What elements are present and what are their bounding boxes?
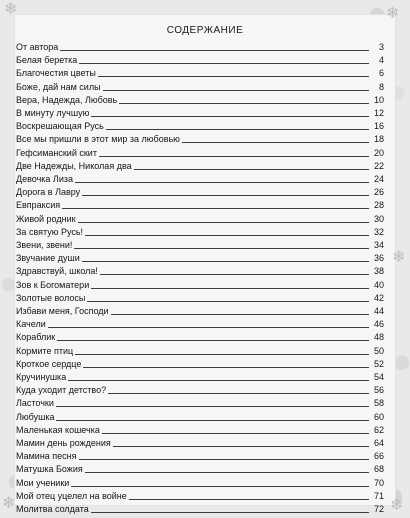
snowflake-decoration: ❄: [386, 5, 400, 22]
toc-entry-title: Зов к Богоматери: [16, 279, 90, 290]
toc-entry: [16, 249, 384, 263]
toc-entry-title: Кроткое сердце: [16, 358, 82, 369]
toc-entry: [16, 355, 384, 369]
toc-entry-page: 12: [373, 108, 384, 118]
toc-entry-page: 71: [373, 490, 384, 501]
toc-entry-page: 26: [373, 187, 384, 198]
toc-entry-title: Здравствуй, школа!: [16, 266, 98, 277]
toc-entry: [16, 408, 384, 422]
toc-entry: [16, 328, 384, 342]
toc-entry-title: Золотые волосы: [16, 292, 86, 303]
toc-entry-page: 10: [373, 94, 384, 105]
snowflake-decoration: ❄: [4, 1, 18, 18]
toc-entry-title: Кораблик: [16, 332, 56, 343]
toc-entry-title: Кормите птиц: [16, 345, 74, 356]
toc-entry: [16, 394, 384, 408]
toc-entry: [16, 104, 384, 118]
toc-entry-page: 68: [373, 464, 384, 475]
toc-entry-page: 6: [378, 68, 384, 79]
toc-entry-page: 20: [373, 147, 384, 158]
toc-entry-page: 34: [373, 240, 384, 250]
toc-entry-page: 64: [373, 438, 384, 448]
toc-entry-page: 38: [373, 266, 384, 277]
toc-entry-page: 28: [373, 200, 384, 211]
toc-entry-title: Девочка Лиза: [16, 174, 73, 184]
toc-entry: [16, 381, 384, 395]
toc-entry-page: 54: [373, 372, 384, 382]
toc-entry: [16, 289, 384, 303]
toc-entry-title: Вера, Надежда, Любовь: [16, 94, 118, 105]
toc-entry-page: 46: [373, 319, 384, 330]
snowflake-decoration: ❄: [390, 497, 404, 514]
toc-entry-page: 32: [373, 226, 384, 237]
toc-entry-page: 62: [373, 424, 384, 435]
toc-entry-page: 42: [373, 292, 384, 303]
toc-entry-page: 8: [378, 81, 384, 92]
toc-entry-title: Боже, дай нам силы: [16, 81, 101, 92]
page-title: СОДЕРЖАНИЕ: [166, 25, 244, 36]
toc-entry-title: Ласточки: [16, 398, 54, 409]
toc-entry: [16, 315, 384, 329]
toc-entry-title: Звучание души: [16, 253, 80, 264]
toc-entry-page: 72: [373, 504, 384, 514]
toc-entry: [16, 38, 384, 52]
toc-entry: [16, 236, 384, 250]
toc-entry: [16, 117, 384, 131]
toc-entry-page: 58: [373, 398, 384, 409]
toc-entry-title: За святую Русь!: [16, 226, 84, 237]
toc-entry-title: Благочестия цветы: [16, 68, 96, 79]
toc-entry: [16, 276, 384, 290]
toc-entry-title: Все мы пришли в этот мир за любовью: [16, 134, 180, 145]
toc-entry-page: 16: [373, 121, 384, 132]
toc-entry-title: Звени, звени!: [16, 240, 73, 250]
toc-entry: [16, 183, 384, 197]
toc-entry-title: Мамина песня: [16, 451, 77, 462]
toc-entry: [16, 157, 384, 171]
toc-entry: [16, 302, 384, 316]
toc-entry-title: Мамин день рождения: [16, 438, 111, 448]
toc-entry: [16, 421, 384, 435]
toc-entry: [16, 130, 384, 144]
toc-entry-page: 22: [373, 160, 384, 171]
toc-entry-title: Две Надежды, Николая два: [16, 160, 132, 171]
toc-entry-title: Живой родник: [16, 213, 76, 224]
toc-entry: [16, 487, 384, 501]
toc-entry-title: Мой отец уцелел на войне: [16, 490, 127, 501]
toc-entry-title: Матушка Божия: [16, 464, 83, 475]
toc-entry-title: Маленькая кошечка: [16, 424, 100, 435]
toc-entry-title: Мои ученики: [16, 477, 70, 488]
toc-entry-page: 66: [373, 451, 384, 462]
toc-entry-title: Дорога в Лавру: [16, 187, 81, 198]
toc-entry-page: 36: [373, 253, 384, 264]
toc-entry-page: 50: [373, 345, 384, 356]
toc-entry-page: 30: [373, 213, 384, 224]
toc-entry-page: 60: [373, 411, 384, 422]
toc-entry: [16, 210, 384, 224]
toc-leader-line: [91, 512, 369, 513]
toc-entry-page: 70: [373, 477, 384, 488]
toc-entry-title: Куда уходит детство?: [16, 385, 107, 396]
toc-entry-title: Любушка: [16, 411, 55, 422]
toc-entry-title: Качели: [16, 319, 46, 330]
toc-entry-page: 18: [373, 134, 384, 145]
toc-entry: [16, 144, 384, 158]
snowflake-decoration: ❄: [2, 495, 16, 512]
toc-entry-title: Избави меня, Господи: [16, 306, 109, 316]
toc-entry: [16, 196, 384, 210]
toc-entry: [16, 500, 384, 514]
toc-entry-title: Кручинушка: [16, 372, 67, 382]
toc-entry-page: 3: [378, 42, 384, 52]
toc-entry: [16, 170, 384, 184]
snowflake-decoration: ❄: [392, 249, 406, 266]
toc-entry-title: От автора: [16, 42, 59, 52]
toc-entry-title: В минуту лучшую: [16, 108, 90, 118]
toc-entry-title: Евпраксия: [16, 200, 61, 211]
toc-entry: [16, 474, 384, 488]
toc-entry-page: 48: [373, 332, 384, 343]
toc-entry-page: 56: [373, 385, 384, 396]
toc-entry: [16, 434, 384, 448]
toc-entry: [16, 78, 384, 92]
toc-entry: [16, 368, 384, 382]
toc-entry-page: 52: [373, 358, 384, 369]
toc-entry-page: 44: [373, 306, 384, 316]
toc-entry: [16, 51, 384, 65]
toc-entry: [16, 64, 384, 78]
toc-entry: [16, 223, 384, 237]
toc-entry: [16, 91, 384, 105]
toc-entry-page: 24: [373, 174, 384, 184]
toc-entry-page: 40: [373, 279, 384, 290]
toc-entry: [16, 447, 384, 461]
toc-entry: [16, 460, 384, 474]
toc-entry: [16, 342, 384, 356]
toc-entry-page: 4: [378, 55, 384, 66]
toc-entry-title: Гефсиманский скит: [16, 147, 97, 158]
toc-entry-title: Белая беретка: [16, 55, 78, 66]
toc-entry-title: Воскрешающая Русь: [16, 121, 104, 132]
toc-entry-title: Молитва солдата: [16, 504, 89, 514]
toc-entry: [16, 262, 384, 276]
